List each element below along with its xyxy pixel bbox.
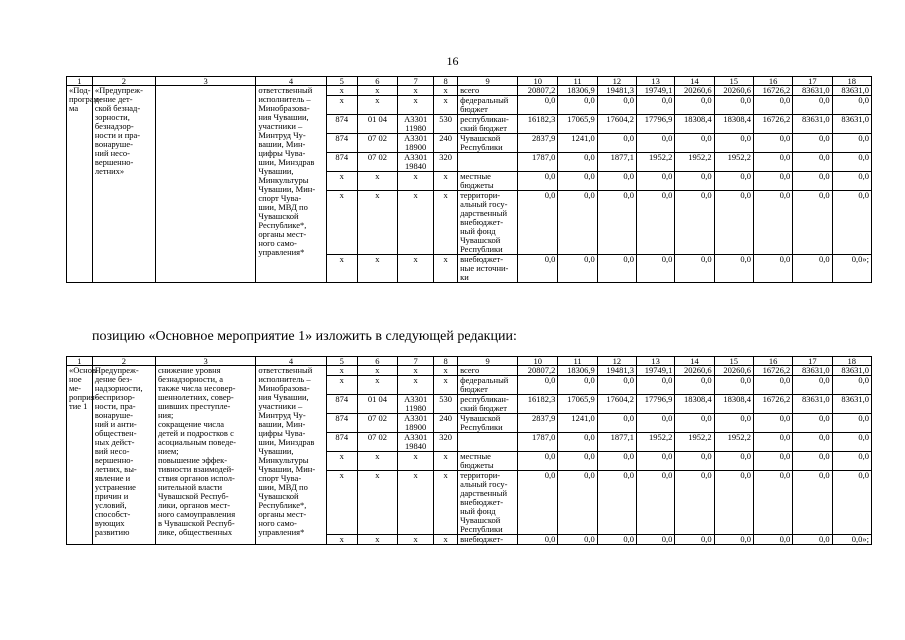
value-cell: 0,0 [793,452,832,471]
funding-source-cell [458,433,518,452]
header-cell: 2 [92,357,155,366]
value-cell: 0,0 [832,376,871,395]
value-cell: 0,0 [558,433,597,452]
header-cell: 15 [714,77,753,86]
header-cell: 9 [458,77,518,86]
expense-type-cell: 240 [434,414,458,433]
section-cell: x [357,376,397,395]
value-cell: 1952,2 [714,153,753,172]
col4-cell: ответственный исполнитель – Минобразова- ния Чувашии, участники – Минтруд Чу- вашии, Мин- цифры Чува- шии, Минздрав Чувашии, Минкультуры Чувашии, Мин- спорт Чува- шии, МВД по Чувашской Республике*, органы мест- ного само- управления* [256,86,326,283]
col2-cell: «Предупреж- дение дет- ской безнад- зорности, безнадзор- ности и пра- вонаруше- ний несо- вершенно- летних» [92,86,155,283]
value-cell: 20807,2 [518,86,558,96]
value-cell: 0,0 [597,376,636,395]
funding-source-cell: территори- альный госу- дарственный внебюджет- ный фонд Чувашской Республики [458,471,518,535]
target-article-cell: А3301 18900 [398,134,434,153]
section-cell: x [357,471,397,535]
header-cell: 3 [155,77,255,86]
grbs-cell: x [326,191,357,255]
funding-source-cell: республикан- ский бюджет [458,115,518,134]
value-cell: 0,0 [637,191,675,255]
value-cell: 0,0 [793,433,832,452]
value-cell: 0,0 [558,96,597,115]
header-cell: 7 [398,77,434,86]
header-cell: 15 [714,357,753,366]
expense-type-cell: x [434,366,458,376]
value-cell: 20260,6 [714,366,753,376]
target-article-cell: А3301 11980 [398,115,434,134]
value-cell: 0,0 [832,452,871,471]
value-cell: 19481,3 [597,366,636,376]
value-cell: 0,0»; [832,255,871,283]
value-cell: 1877,1 [597,433,636,452]
expense-type-cell: x [434,86,458,96]
value-cell: 17796,9 [637,395,675,414]
expense-type-cell: x [434,471,458,535]
value-cell: 2837,9 [518,134,558,153]
value-cell: 17796,9 [637,115,675,134]
value-cell: 0,0 [714,255,753,283]
value-cell: 0,0 [637,134,675,153]
grbs-cell: 874 [326,414,357,433]
value-cell: 0,0 [518,96,558,115]
header-cell: 18 [832,357,871,366]
value-cell: 16726,2 [753,86,792,96]
target-article-cell: x [398,255,434,283]
expense-type-cell: 240 [434,134,458,153]
value-cell: 0,0 [832,96,871,115]
grbs-cell: x [326,471,357,535]
value-cell: 0,0 [714,535,753,545]
value-cell: 0,0 [675,471,714,535]
value-cell: 0,0 [637,255,675,283]
header-cell: 6 [357,77,397,86]
grbs-cell: 874 [326,134,357,153]
target-article-cell: x [398,172,434,191]
value-cell: 0,0 [675,134,714,153]
value-cell: 0,0 [637,535,675,545]
value-cell: 1787,0 [518,153,558,172]
value-cell: 20260,6 [675,366,714,376]
header-cell: 13 [637,357,675,366]
grbs-cell: x [326,535,357,545]
value-cell: 0,0 [637,172,675,191]
header-cell: 9 [458,357,518,366]
value-cell: 0,0 [597,414,636,433]
value-cell: 0,0 [518,255,558,283]
value-cell: 1241,0 [558,414,597,433]
expense-type-cell: x [434,376,458,395]
value-cell: 0,0 [558,255,597,283]
header-cell: 1 [67,357,93,366]
funding-source-cell: всего [458,86,518,96]
value-cell: 0,0 [753,414,792,433]
value-cell: 0,0 [753,433,792,452]
header-cell: 5 [326,357,357,366]
funding-source-cell: внебюджет- ные источни- ки [458,255,518,283]
value-cell: 1952,2 [637,433,675,452]
value-cell: 0,0 [675,96,714,115]
value-cell: 83631,0 [832,395,871,414]
value-cell: 18308,4 [714,395,753,414]
value-cell: 19749,1 [637,86,675,96]
grbs-cell: 874 [326,153,357,172]
target-article-cell: x [398,86,434,96]
value-cell: 0,0 [753,134,792,153]
value-cell: 17065,9 [558,115,597,134]
section-cell: x [357,191,397,255]
value-cell: 0,0 [675,172,714,191]
expense-type-cell: x [434,535,458,545]
section-cell: x [357,172,397,191]
value-cell: 18308,4 [714,115,753,134]
value-cell: 0,0 [675,191,714,255]
col1-cell: «Основ- ное ме- роприя- тие 1 [67,366,93,545]
funding-source-cell: всего [458,366,518,376]
section-cell: 07 02 [357,134,397,153]
target-article-cell: А3301 18900 [398,414,434,433]
value-cell: 0,0 [793,376,832,395]
expense-type-cell: 530 [434,115,458,134]
value-cell: 20260,6 [714,86,753,96]
value-cell: 0,0 [518,376,558,395]
value-cell: 0,0 [714,172,753,191]
value-cell: 83631,0 [793,395,832,414]
value-cell: 16182,3 [518,395,558,414]
header-cell: 6 [357,357,397,366]
value-cell: 0,0 [832,191,871,255]
grbs-cell: x [326,96,357,115]
expense-type-cell: 320 [434,153,458,172]
value-cell: 1877,1 [597,153,636,172]
header-cell: 2 [92,77,155,86]
header-cell: 14 [675,77,714,86]
target-article-cell: А3301 19840 [398,433,434,452]
target-article-cell: x [398,376,434,395]
value-cell: 0,0 [597,452,636,471]
value-cell: 0,0 [675,255,714,283]
value-cell: 1241,0 [558,134,597,153]
value-cell: 0,0 [558,452,597,471]
value-cell: 0,0 [793,96,832,115]
header-cell: 8 [434,357,458,366]
target-article-cell: А3301 11980 [398,395,434,414]
section-cell: 07 02 [357,153,397,172]
value-cell: 0,0 [597,134,636,153]
value-cell: 0,0 [753,535,792,545]
value-cell: 83631,0 [793,115,832,134]
value-cell: 0,0 [832,433,871,452]
value-cell: 20807,2 [518,366,558,376]
value-cell: 0,0 [793,153,832,172]
value-cell: 0,0 [558,153,597,172]
value-cell: 0,0 [675,376,714,395]
funding-source-cell: республикан- ский бюджет [458,395,518,414]
value-cell: 1787,0 [518,433,558,452]
value-cell: 0,0 [832,172,871,191]
col1-cell: «Под- програм- ма [67,86,93,283]
header-cell: 16 [753,357,792,366]
section-cell: 07 02 [357,414,397,433]
grbs-cell: x [326,366,357,376]
value-cell: 0,0 [597,172,636,191]
col4-cell: ответственный исполнитель – Минобразова- ния Чувашии, участники – Минтруд Чу- вашии, Мин- цифры Чува- шии, Минздрав Чувашии, Минкультуры Чувашии, Мин- спорт Чува- шии, МВД по Чувашской Республике*, органы мест- ного само- управления* [256,366,326,545]
header-cell: 13 [637,77,675,86]
value-cell: 19481,3 [597,86,636,96]
section-cell: x [357,86,397,96]
value-cell: 17065,9 [558,395,597,414]
value-cell: 0,0 [793,255,832,283]
value-cell: 17604,2 [597,395,636,414]
section-cell: x [357,452,397,471]
value-cell: 0,0 [558,376,597,395]
col3-cell: снижение уровня безнадзорности, а также числа несовер- шеннолетних, совер- шивших преступле- ния; сокращение числа детей и подростков с асоциальным поведе- нием; повышение эффек- тивности взаимодей- ствия органов испол- нительной власти Чувашской Респуб- лики, органов мест- ного самоуправления в Чувашской Респуб- лике, общественных [155,366,255,545]
funding-source-cell: территори- альный госу- дарственный внебюджет- ный фонд Чувашской Республики [458,191,518,255]
value-cell: 1952,2 [637,153,675,172]
value-cell: 0,0 [597,191,636,255]
value-cell: 0,0 [753,255,792,283]
target-article-cell: x [398,471,434,535]
value-cell: 0,0 [714,471,753,535]
header-cell: 11 [558,357,597,366]
header-cell: 4 [256,357,326,366]
value-cell: 19749,1 [637,366,675,376]
value-cell: 0,0 [753,376,792,395]
value-cell: 0,0 [675,414,714,433]
value-cell: 18308,4 [675,395,714,414]
value-cell: 0,0 [558,535,597,545]
value-cell: 16726,2 [753,115,792,134]
main-event-table [66,356,872,545]
target-article-cell: x [398,366,434,376]
grbs-cell: x [326,86,357,96]
value-cell: 18308,4 [675,115,714,134]
grbs-cell: x [326,452,357,471]
grbs-cell: x [326,376,357,395]
grbs-cell: 874 [326,115,357,134]
value-cell: 16726,2 [753,395,792,414]
value-cell: 0,0 [558,191,597,255]
value-cell: 0,0 [597,471,636,535]
value-cell: 0,0 [637,96,675,115]
expense-type-cell: x [434,191,458,255]
section-cell: 07 02 [357,433,397,452]
value-cell: 16182,3 [518,115,558,134]
value-cell: 1952,2 [675,433,714,452]
value-cell: 0,0 [518,191,558,255]
value-cell: 0,0 [753,172,792,191]
value-cell: 0,0 [597,96,636,115]
header-cell: 12 [597,357,636,366]
header-cell: 16 [753,77,792,86]
header-cell: 5 [326,77,357,86]
value-cell: 0,0 [597,255,636,283]
value-cell: 0,0 [753,153,792,172]
value-cell: 0,0 [637,452,675,471]
header-cell: 7 [398,357,434,366]
value-cell: 20260,6 [675,86,714,96]
header-cell: 17 [793,357,832,366]
value-cell: 0,0 [637,471,675,535]
value-cell: 0,0 [832,471,871,535]
header-cell: 10 [518,77,558,86]
intro-text: позицию «Основное мероприятие 1» изложить в следующей редакции: [92,329,517,344]
funding-source-cell: федеральный бюджет [458,96,518,115]
value-cell: 0,0 [714,452,753,471]
value-cell: 0,0 [518,452,558,471]
section-cell: 01 04 [357,115,397,134]
header-cell: 11 [558,77,597,86]
grbs-cell: x [326,255,357,283]
value-cell: 0,0 [793,134,832,153]
header-cell: 17 [793,77,832,86]
col2-cell: Предупреж- дение без- надзорности, беспризор- ности, пра- вонаруше- ний и анти- обществен- ных дейст- вий несо- вершенно- летних, вы- явление и устранение причин и условий, способст- вующих развитию [92,366,155,545]
target-article-cell: x [398,96,434,115]
value-cell: 0,0 [753,96,792,115]
funding-source-cell: местные бюджеты [458,172,518,191]
expense-type-cell: 530 [434,395,458,414]
value-cell: 16726,2 [753,366,792,376]
value-cell: 0,0 [832,153,871,172]
value-cell: 0,0 [637,376,675,395]
header-cell: 14 [675,357,714,366]
value-cell: 0,0 [714,414,753,433]
expense-type-cell: x [434,452,458,471]
section-cell: x [357,96,397,115]
value-cell: 0,0 [518,471,558,535]
expense-type-cell: 320 [434,433,458,452]
value-cell: 83631,0 [832,86,871,96]
header-cell: 3 [155,357,255,366]
value-cell: 0,0 [637,414,675,433]
value-cell: 0,0 [675,535,714,545]
section-cell: x [357,255,397,283]
value-cell: 0,0 [753,452,792,471]
value-cell: 0,0 [793,191,832,255]
value-cell: 0,0 [832,134,871,153]
value-cell: 0,0 [714,376,753,395]
section-cell: 01 04 [357,395,397,414]
value-cell: 0,0 [753,471,792,535]
target-article-cell: x [398,452,434,471]
target-article-cell: x [398,191,434,255]
value-cell: 0,0 [518,172,558,191]
value-cell: 0,0 [832,414,871,433]
value-cell: 0,0 [558,471,597,535]
value-cell: 0,0 [793,535,832,545]
value-cell: 0,0»; [832,535,871,545]
expense-type-cell: x [434,96,458,115]
funding-source-cell: Чувашской Республики [458,134,518,153]
value-cell: 0,0 [714,96,753,115]
value-cell: 17604,2 [597,115,636,134]
target-article-cell: А3301 19840 [398,153,434,172]
value-cell: 18306,9 [558,86,597,96]
funding-source-cell: внебюджет- [458,535,518,545]
header-cell: 18 [832,77,871,86]
grbs-cell: 874 [326,395,357,414]
header-cell: 10 [518,357,558,366]
value-cell: 1952,2 [714,433,753,452]
value-cell: 0,0 [558,172,597,191]
value-cell: 0,0 [753,191,792,255]
value-cell: 0,0 [714,134,753,153]
page-number: 16 [446,54,459,68]
funding-source-cell: Чувашской Республики [458,414,518,433]
value-cell: 83631,0 [793,366,832,376]
value-cell: 0,0 [675,452,714,471]
table-row [67,366,872,376]
value-cell: 0,0 [597,535,636,545]
value-cell: 83631,0 [793,86,832,96]
target-article-cell: x [398,535,434,545]
header-cell: 1 [67,77,93,86]
value-cell: 2837,9 [518,414,558,433]
value-cell: 0,0 [793,414,832,433]
header-cell: 12 [597,77,636,86]
funding-source-cell: федеральный бюджет [458,376,518,395]
expense-type-cell: x [434,172,458,191]
value-cell: 0,0 [793,172,832,191]
value-cell: 0,0 [714,191,753,255]
value-cell: 18306,9 [558,366,597,376]
value-cell: 0,0 [518,535,558,545]
section-cell: x [357,366,397,376]
expense-type-cell: x [434,255,458,283]
grbs-cell: x [326,172,357,191]
header-cell: 4 [256,77,326,86]
value-cell: 1952,2 [675,153,714,172]
value-cell: 83631,0 [832,115,871,134]
value-cell: 0,0 [793,471,832,535]
grbs-cell: 874 [326,433,357,452]
section-cell: x [357,535,397,545]
value-cell: 83631,0 [832,366,871,376]
funding-source-cell: местные бюджеты [458,452,518,471]
header-cell: 8 [434,77,458,86]
